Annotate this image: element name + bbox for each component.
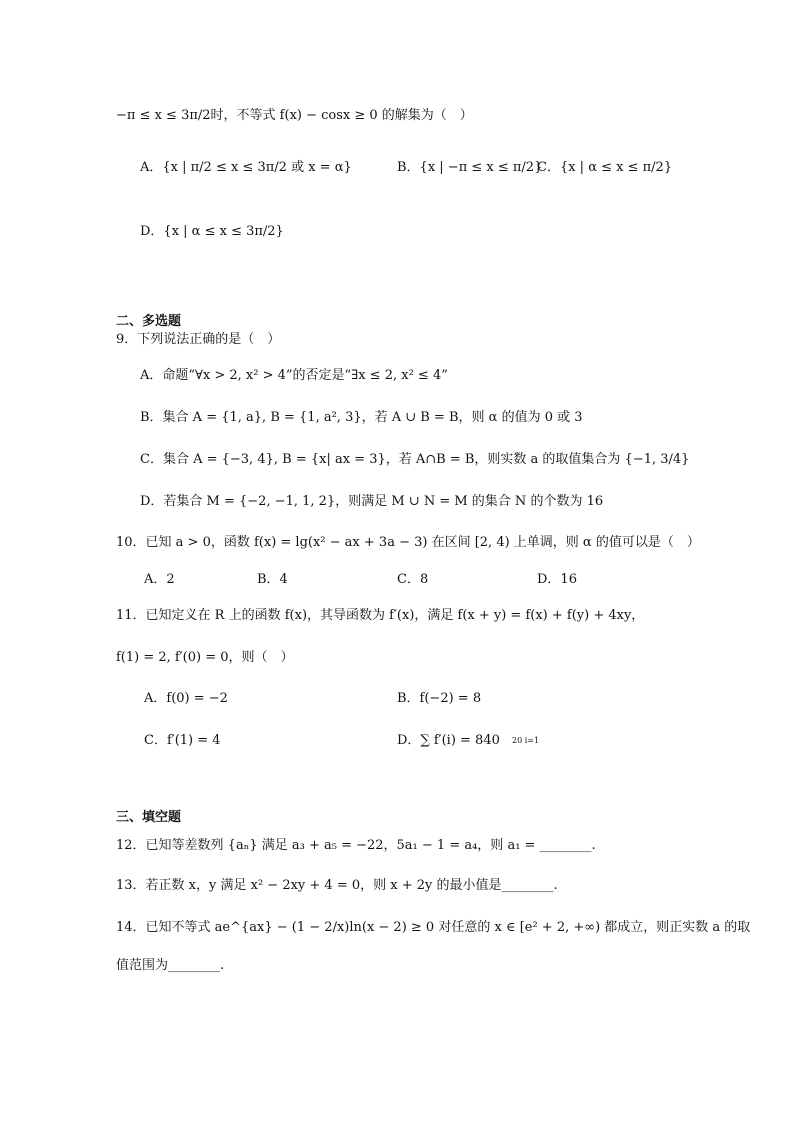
q11-sum-limits [512, 736, 539, 745]
q11-option-c: C．f′(1) = 4 [144, 733, 221, 748]
q11-option-d-text: D．∑ f′(i) = 840 [397, 733, 500, 748]
q11-sum-upper: 20 [512, 736, 523, 745]
q14-stem: 14．已知不等式 ae^{ax} − (1 − 2/x)ln(x − 2) ≥ 0 对任意的 x ∈ [e² + 2, +∞) 都成立，则正实数 a 的取 [116, 920, 751, 935]
q10-option-a: A．2 [144, 572, 175, 587]
q8-option-b: B．{x | −π ≤ x ≤ π/2} [397, 160, 543, 175]
q10-option-d: D．16 [537, 572, 577, 587]
q11-option-a: A．f(0) = −2 [144, 691, 228, 706]
q11-stem: 11．已知定义在 R 上的函数 f(x)，其导函数为 f′(x)，满足 f(x + y) = f(x) + f(y) + 4xy， [116, 608, 645, 623]
section-heading-multiple-choice: 二、多选题 [116, 314, 182, 329]
q9-option-a: A．命题“∀x > 2, x² > 4”的否定是“∃x ≤ 2, x² ≤ 4” [140, 368, 448, 383]
q11-stem-continued: f(1) = 2, f′(0) = 0，则（ ） [116, 650, 294, 665]
q12-stem: 12．已知等差数列 {aₙ} 满足 a₃ + a₅ = −22，5a₁ − 1 = a₄，则 a₁ = ________. [116, 838, 596, 853]
q8-option-d: D．{x | α ≤ x ≤ 3π/2} [140, 224, 284, 239]
q8-condition: −π ≤ x ≤ 3π/2时，不等式 f(x) − cosx ≥ 0 的解集为（ ） [116, 108, 473, 123]
q9-option-d: D．若集合 M = {−2, −1, 1, 2}，则满足 M ∪ N = M 的集合 N 的个数为 16 [140, 494, 604, 509]
q13-stem: 13．若正数 x，y 满足 x² − 2xy + 4 = 0，则 x + 2y 的最小值是________. [116, 878, 558, 893]
q8-option-a: A．{x | π/2 ≤ x ≤ 3π/2 或 x = α} [140, 160, 352, 175]
section-heading-fill-in: 三、填空题 [116, 810, 182, 825]
q10-option-b: B．4 [257, 572, 288, 587]
q10-option-c: C．8 [397, 572, 429, 587]
q11-option-b: B．f(−2) = 8 [397, 691, 482, 706]
q11-sum-lower: i=1 [524, 736, 540, 745]
q11-option-d [397, 731, 539, 751]
q9-stem: 9．下列说法正确的是（ ） [116, 332, 281, 347]
q9-option-c: C．集合 A = {−3, 4}, B = {x| ax = 3}，若 A∩B = B，则实数 a 的取值集合为 {−1, 3/4} [140, 452, 690, 467]
q14-stem-continued: 值范围为________. [116, 958, 225, 973]
q9-option-b: B．集合 A = {1, a}, B = {1, a², 3}，若 A ∪ B = B，则 α 的值为 0 或 3 [140, 410, 583, 425]
q8-option-c: C．{x | α ≤ x ≤ π/2} [537, 160, 673, 175]
q10-stem: 10．已知 a > 0，函数 f(x) = lg(x² − ax + 3a − 3) 在区间 [2, 4) 上单调，则 α 的值可以是（ ） [116, 535, 700, 550]
